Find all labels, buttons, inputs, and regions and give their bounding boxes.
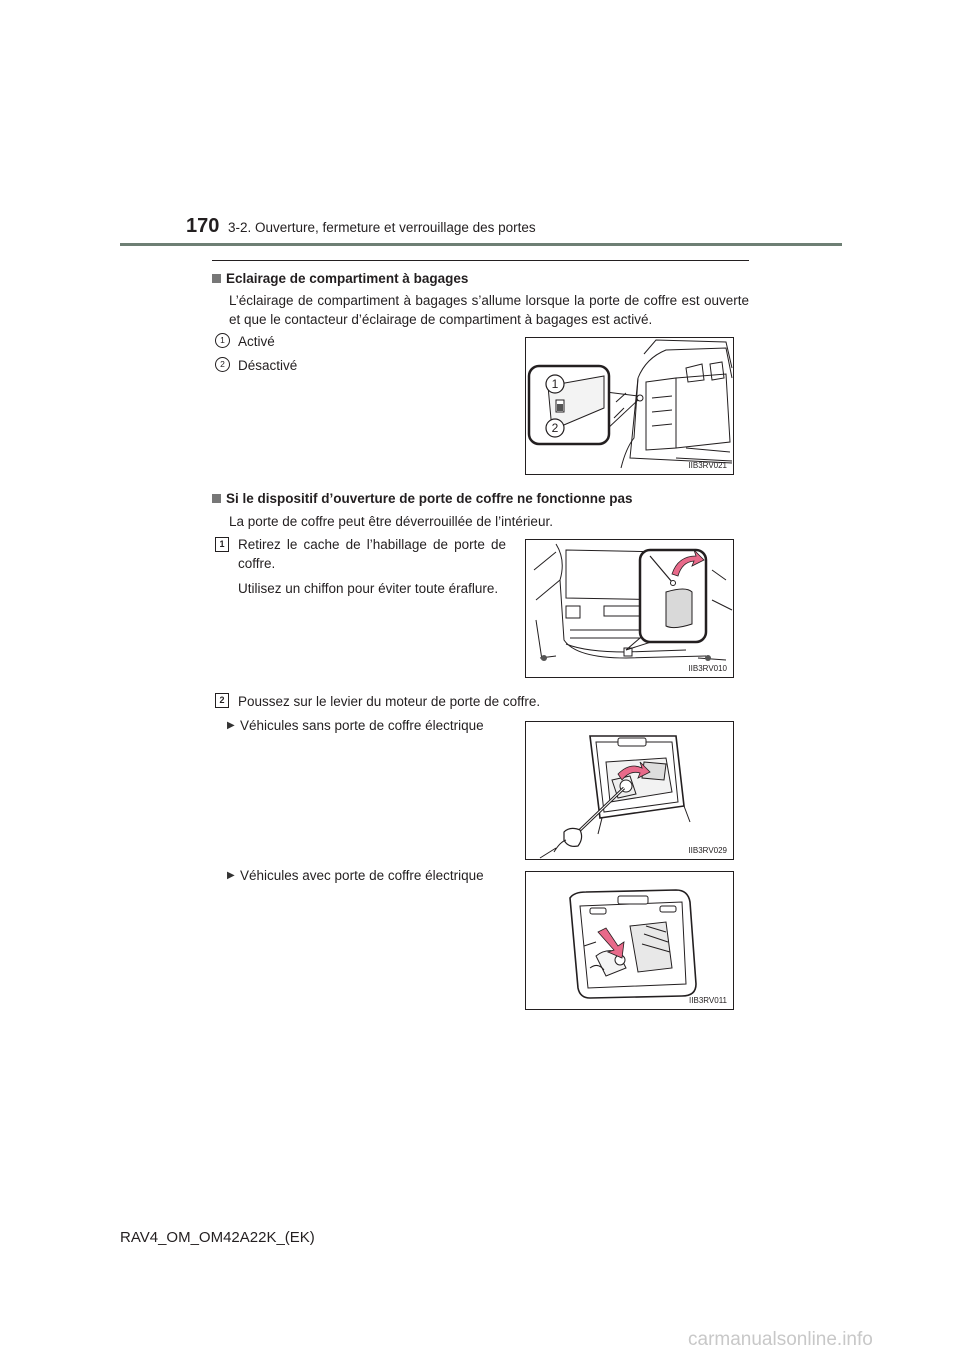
item-activated-label: Activé	[238, 334, 275, 349]
figure-code: IIB3RV029	[688, 846, 727, 855]
figure-code: IIB3RV010	[688, 664, 727, 673]
figure-lever-manual	[525, 721, 734, 860]
step1-text-line2: coffre.	[238, 556, 276, 571]
variant-b-label: Véhicules avec porte de coffre électrique	[240, 868, 484, 883]
lever-power-illustration	[526, 872, 733, 1009]
step1-text-line1: Retirez le cache de l’habillage de porte de	[238, 537, 506, 552]
section1-paragraph-line1: L’éclairage de compartiment à bagages s’allume lorsque la porte de coffre est ouverte	[229, 293, 749, 308]
square-bullet-icon	[212, 494, 221, 503]
callout-marker-2: 2	[215, 357, 230, 372]
figure-trim-cover	[525, 539, 734, 678]
figure-code: IIB3RV021	[688, 461, 727, 470]
step-number-1: 1	[215, 537, 229, 552]
square-bullet-icon	[212, 274, 221, 283]
step-number-2: 2	[215, 693, 229, 708]
triangle-bullet-icon: ▶	[227, 720, 235, 731]
section1-heading: Eclairage de compartiment à bagages	[212, 270, 468, 288]
svg-text:2: 2	[551, 421, 559, 435]
section-title: 3-2. Ouverture, fermeture et verrouillage des portes	[228, 220, 536, 235]
section1-paragraph-line2: et que le contacteur d’éclairage de compartiment à bagages est activé.	[229, 312, 653, 327]
figure-code: IIB3RV011	[689, 996, 727, 1005]
section2-heading: Si le dispositif d’ouverture de porte de coffre ne fonctionne pas	[212, 490, 633, 508]
variant-a-label: Véhicules sans porte de coffre électrique	[240, 718, 484, 733]
section-divider	[212, 260, 749, 261]
svg-text:1: 1	[551, 377, 559, 391]
document-code: RAV4_OM_OM42A22K_(EK)	[120, 1229, 315, 1246]
item-deactivated-label: Désactivé	[238, 358, 298, 373]
tailgate-trim-illustration	[526, 540, 733, 677]
figure-lever-power	[525, 871, 734, 1010]
callout-marker-1: 1	[215, 333, 230, 348]
section2-intro: La porte de coffre peut être déverrouillée de l’intérieur.	[229, 514, 553, 529]
header-rule	[120, 243, 842, 246]
luggage-compartment-illustration	[526, 338, 733, 474]
figure-luggage-light	[525, 337, 734, 475]
page-number: 170	[186, 215, 220, 237]
lever-manual-illustration	[526, 722, 733, 859]
step2-text: Poussez sur le levier du moteur de porte de coffre.	[238, 694, 541, 709]
triangle-bullet-icon: ▶	[227, 870, 235, 881]
step1-note: Utilisez un chiffon pour éviter toute éraflure.	[238, 581, 499, 596]
watermark: carmanualsonline.info	[688, 1329, 873, 1350]
